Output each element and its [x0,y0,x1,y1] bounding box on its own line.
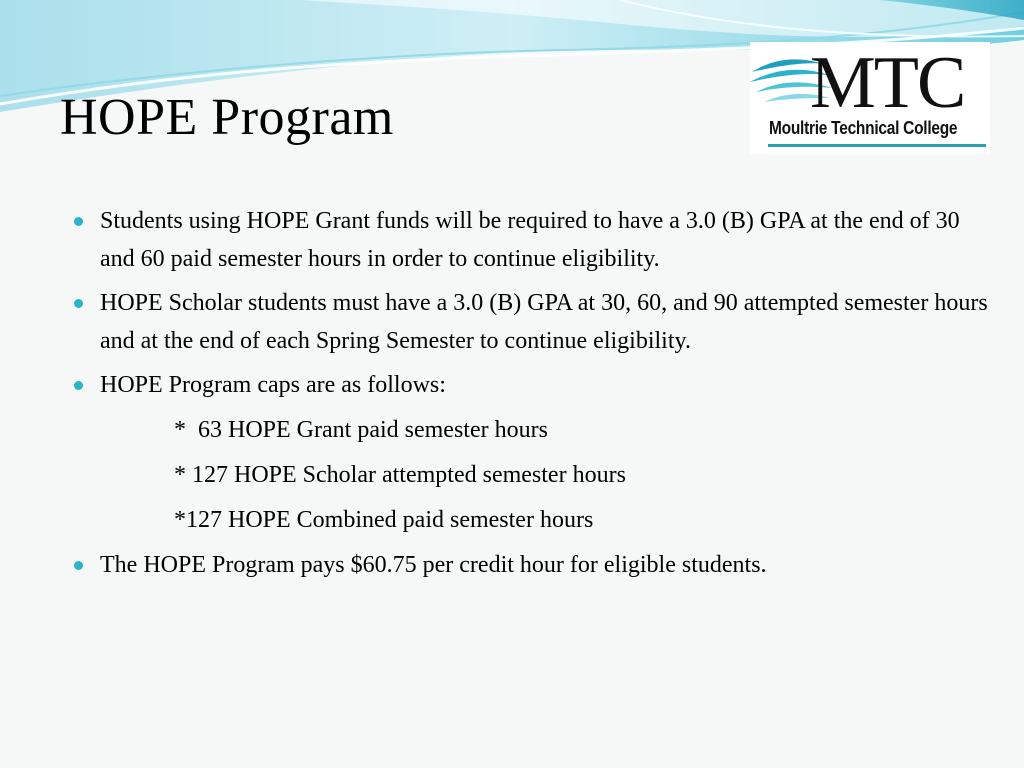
bullet-text: HOPE Scholar students must have a 3.0 (B) GPA at 30, 60, and 90 attempted semester hours and at the end of each Spring Semester to continue eligibility. [100,290,988,354]
slide-body [68,202,998,590]
logo-abbreviation: MTC [810,42,965,124]
bullet-item [68,366,998,404]
cap-item: * 127 HOPE Scholar attempted semester hours [174,462,626,488]
logo-underline [768,144,986,147]
logo-college-name: Moultrie Technical College [769,118,958,138]
bullet-dot-icon [74,299,83,308]
bullet-item [68,546,998,584]
cap-item: * 63 HOPE Grant paid semester hours [174,417,548,443]
slide-title: HOPE Program [60,89,394,146]
bullet-item [68,284,998,360]
mtc-logo [750,42,990,154]
bullet-text: Students using HOPE Grant funds will be required to have a 3.0 (B) GPA at the end of 30 and 60 paid semester hours in order to continue eligibility. [100,208,960,272]
bullet-text: HOPE Program caps are as follows: [100,372,446,398]
bullet-dot-icon [74,217,83,226]
bullet-item [68,202,998,278]
cap-item: *127 HOPE Combined paid semester hours [174,507,594,533]
bullet-dot-icon [74,561,83,570]
bullet-dot-icon [74,381,83,390]
bullet-text: The HOPE Program pays $60.75 per credit hour for eligible students. [100,552,767,578]
